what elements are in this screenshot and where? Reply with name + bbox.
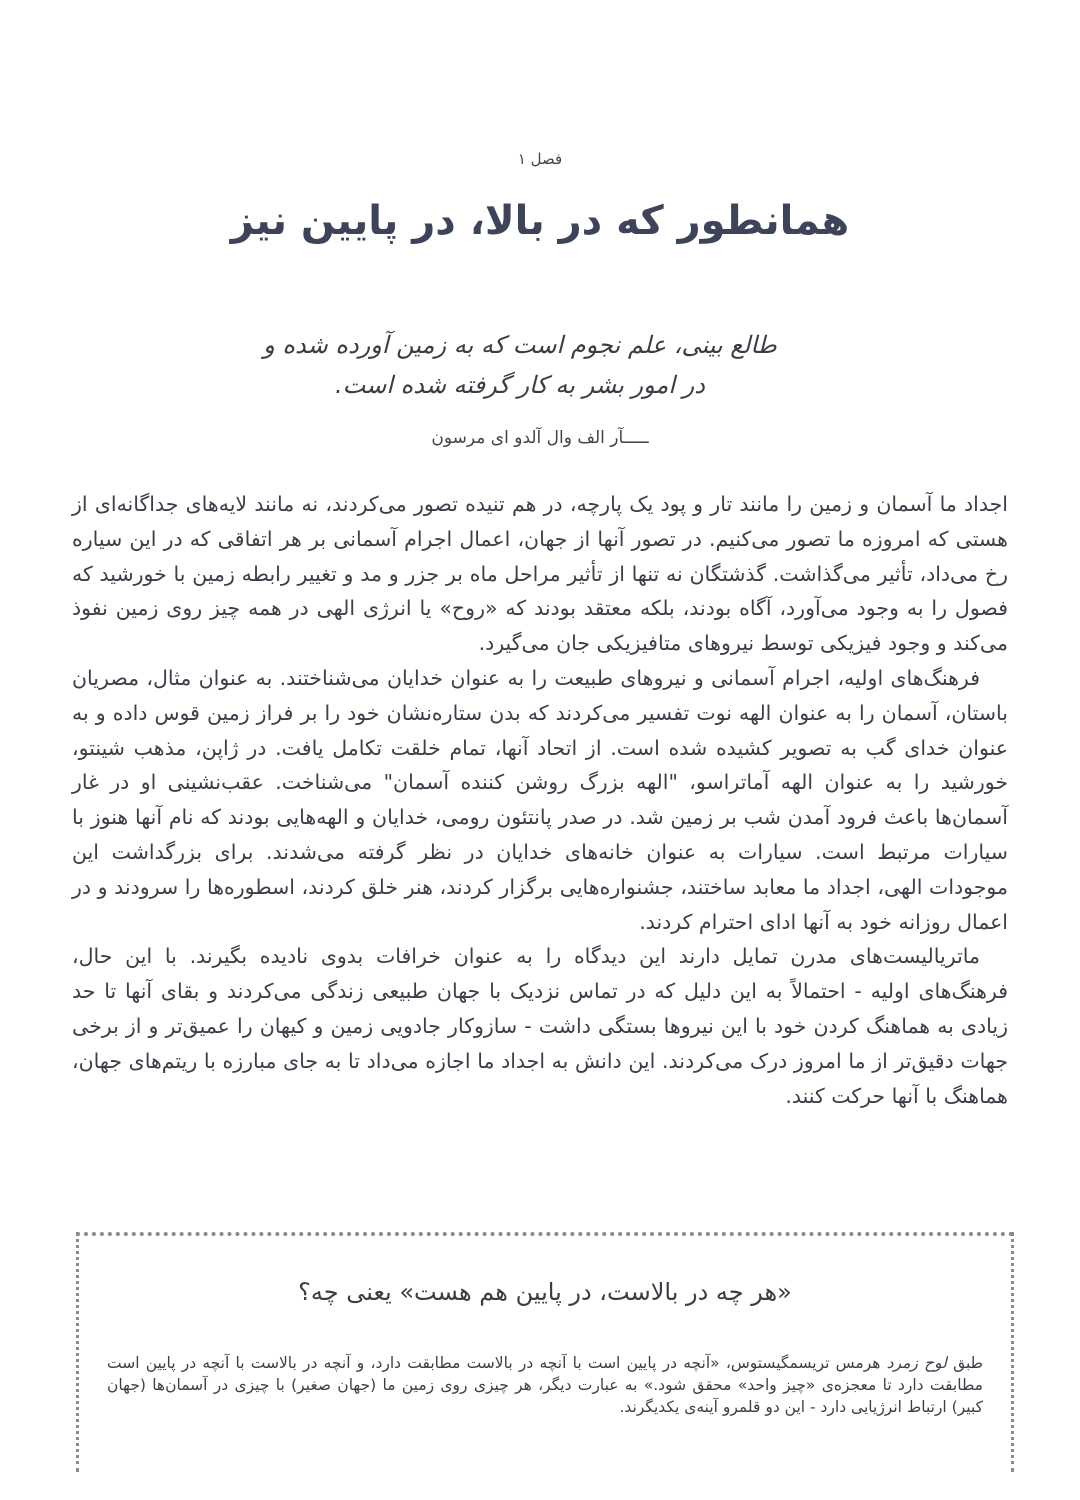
epigraph-line: در امور بشر به کار گرفته شده است.: [335, 371, 705, 399]
epigraph-line: طالع بینی، علم نجوم است که به زمین آورده شده و: [263, 331, 777, 359]
sidebar-text-rest: هرمس تریسمگیستوس، «آنچه در پایین است با آنچه در بالاست مطابقت دارد، و آنچه در بالاست با آنچه در پایین است مطابقت دارد تا معجزه‌ی «چیز واحد» محقق شود.» به عبارت دیگر، هر چیزی روی زمین ما (جهان صغیر) با چیزی در آسمان‌ها (جهان کبیر) ارتباط انرژیایی دارد - این دو قلمرو آینه‌ی یکدیگرند.: [107, 1354, 983, 1416]
sidebar-title: «هر چه در بالاست، در پایین هم هست» یعنی چه؟: [298, 1278, 792, 1306]
body-paragraph: ماتریالیست‌های مدرن تمایل دارند این دیدگاه را به عنوان خرافات بدوی نادیده بگیرند. با این حال، فرهنگ‌های اولیه - احتمالاً به این دلیل که در تماس نزدیک با جهان طبیعی زندگی می‌کردند و بقای آنها تا حد زیادی به هماهنگ کردن خود با این نیروها بستگی داشت - سازوکار جادویی زمین و کیهان را عمیق‌تر و از برخی جهات دقیق‌تر از ما امروز درک می‌کردند. این دانش به اجداد ما اجازه می‌داد تا به جای مبارزه با ریتم‌های جهان، هماهنگ با آنها حرکت کنند.: [72, 944, 1008, 1108]
chapter-body: [72, 487, 1008, 1113]
chapter-label: فصل ۱: [517, 150, 563, 168]
sidebar-text: [107, 1352, 983, 1418]
epigraph-quote: [200, 325, 840, 405]
body-paragraph: اجداد ما آسمان و زمین را مانند تار و پود یک پارچه، در هم تنیده تصور می‌کردند، نه مانند لایه‌های جداگانه‌ای از هستی که امروزه ما تصور می‌کنیم. در تصور آنها از جهان، اعمال اجرام آسمانی بر هر اتفاقی که در این سیاره رخ می‌داد، تأثیر می‌گذاشت. گذشتگان نه تنها از تأثیر مراحل ماه بر جزر و مد و تغییر رابطه زمین با خورشید که فصول را به وجود می‌آورد، آگاه بودند، بلکه معتقد بودند که «روح» یا انرژی الهی در همه چیز روی زمین نفوذ می‌کند و وجود فیزیکی توسط نیروهای متافیزیکی جان می‌گیرد.: [72, 492, 1008, 656]
sidebar-text-prefix: طبق: [946, 1354, 984, 1372]
sidebar-box: [76, 1232, 1014, 1472]
body-paragraph: فرهنگ‌های اولیه، اجرام آسمانی و نیروهای طبیعت را به عنوان خدایان می‌شناختند. به عنوان مثال، مصریان باستان، آسمان را به عنوان الهه نوت تفسیر می‌کردند که بدن ستاره‌نشان خود را بر فراز زمین قوس داده و به عنوان خدای گب به تصویر کشیده شده است. از اتحاد آنها، تمام خلقت تکامل یافت. در ژاپن، مذهب شینتو، خورشید را به عنوان الهه آماتراسو، "الهه بزرگ روشن کننده آسمان" می‌شناخت. عقب‌نشینی او در غار آسمان‌ها باعث فرود آمدن شب بر زمین شد. در صدر پانتئون رومی، خدایان و الهه‌هایی بودند که نام آنها هنوز با سیارات مرتبط است. سیارات به عنوان خانه‌های خدایان در نظر گرفته می‌شدند. برای بزرگداشت این موجودات الهی، اجداد ما معابد ساختند، جشنواره‌هایی برگزار کردند، هنر خلق کردند، اسطوره‌ها را سرودند و در اعمال روزانه خود به آنها ادای احترام کردند.: [72, 665, 1008, 934]
epigraph-attribution: ـــــآر الف وال آلدو ای مرسون: [431, 428, 649, 448]
sidebar-text-emphasis: لوح زمرد: [886, 1354, 947, 1372]
chapter-title: همانطور که در بالا، در پایین نیز: [230, 198, 850, 244]
